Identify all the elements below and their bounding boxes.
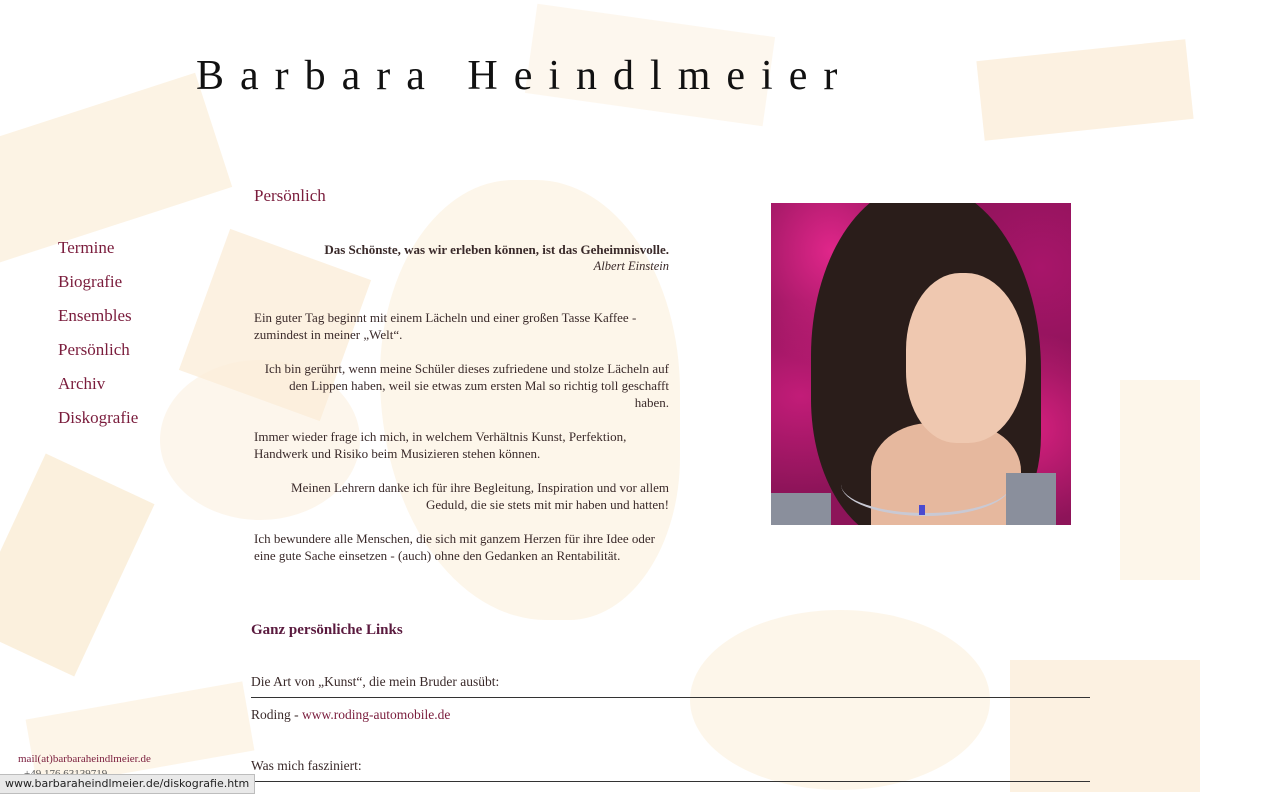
portrait-photo xyxy=(771,203,1071,525)
nav-item-termine[interactable]: Termine xyxy=(58,238,115,257)
divider xyxy=(251,781,1090,782)
divider xyxy=(251,697,1090,698)
nav-item-ensembles[interactable]: Ensembles xyxy=(58,306,132,325)
links-row xyxy=(251,707,450,723)
nav-item-biografie[interactable]: Biografie xyxy=(58,272,123,291)
links-heading: Ganz persönliche Links xyxy=(251,622,403,638)
links-row-text: Die Art von „Kunst“, die mein Bruder ausübt: xyxy=(251,674,500,689)
paragraph: Meinen Lehrern danke ich für ihre Begleitung, Inspiration und vor allem Geduld, die sie stets mit mir haben und hatten! xyxy=(291,480,669,512)
site-title: Barbara Heindlmeier xyxy=(196,53,854,99)
quote-block xyxy=(254,241,669,275)
page-title: Persönlich xyxy=(254,186,326,205)
link-prefix: Roding - xyxy=(251,707,303,722)
paragraph: Ich bin gerührt, wenn meine Schüler dieses zufriedene und stolze Lächeln auf den Lippen haben, weil sie etwas zum ersten Mal so richtig toll geschafft haben. xyxy=(264,361,669,410)
main-nav xyxy=(58,237,138,441)
links-row-text: Was mich fasziniert: xyxy=(251,758,362,773)
nav-item-persoenlich[interactable]: Persönlich xyxy=(58,340,130,359)
quote-text: Das Schönste, was wir erleben können, ist das Geheimnisvolle. xyxy=(324,242,669,257)
paragraph: Ich bewundere alle Menschen, die sich mit ganzem Herzen für ihre Idee oder eine gute Sache einsetzen - (auch) ohne den Gedanken an Rentabilität. xyxy=(254,531,656,563)
nav-item-archiv[interactable]: Archiv xyxy=(58,374,106,393)
quote-author: Albert Einstein xyxy=(593,259,669,273)
paragraph: Ein guter Tag beginnt mit einem Lächeln und einer großen Tasse Kaffee - zumindest in meiner „Welt“. xyxy=(254,310,637,342)
browser-status-bar: www.barbaraheindlmeier.de/diskografie.htm xyxy=(0,774,255,794)
contact-email[interactable]: mail(at)barbaraheindlmeier.de xyxy=(18,753,151,765)
paragraph: Immer wieder frage ich mich, in welchem Verhältnis Kunst, Perfektion, Handwerk und Risiko beim Musizieren stehen können. xyxy=(254,429,627,461)
personal-text xyxy=(254,309,669,581)
nav-item-diskografie[interactable]: Diskografie xyxy=(58,408,139,427)
roding-automobile-link[interactable]: www.roding-automobile.de xyxy=(302,707,451,722)
